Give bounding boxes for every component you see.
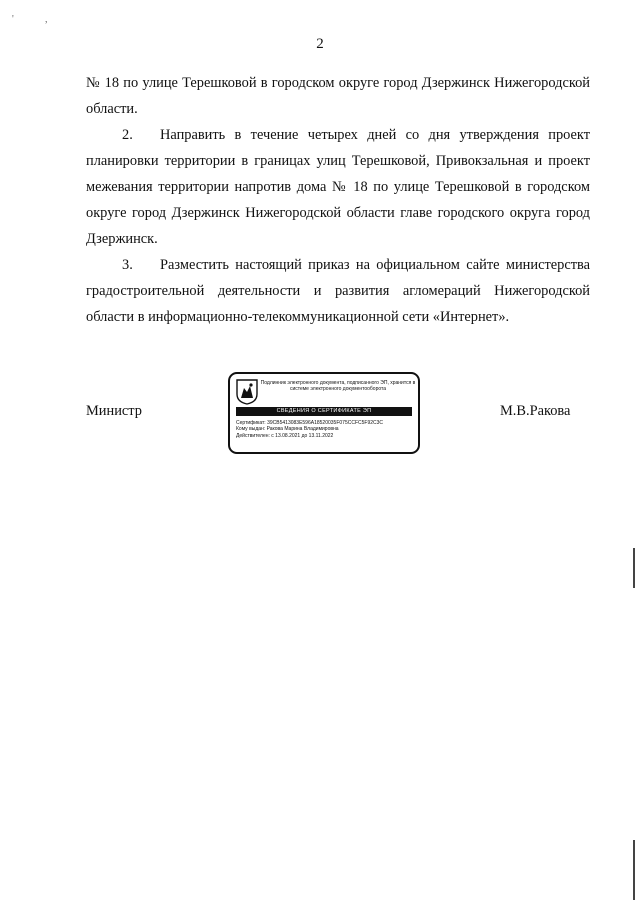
margin-mark: ' [12,14,14,25]
signatory-name: М.В.Ракова [500,403,571,419]
paragraph-continuation: № 18 по улице Терешковой в городском округе город Дзержинск Нижегородской области. [86,75,590,117]
issued-to-label: Кому выдан: [236,426,266,433]
validity-value: с 13.08.2021 до 13.11.2022 [271,432,334,439]
stamp-header-bar: СВЕДЕНИЯ О СЕРТИФИКАТЕ ЭП [236,407,412,416]
stamp-details [236,420,414,439]
item-number: 2. [122,127,133,143]
paragraph-item-3 [86,252,590,330]
certificate-number: 39CB5413083E596A18520035F075CCFC5F92C3C [267,420,384,426]
validity-label: Действителен: [236,432,270,439]
coat-of-arms-icon [236,379,258,405]
document-body [86,70,590,330]
stamp-note: Подлинник электронного документа, подписанного ЭП, хранится в системе электронного документооборота [260,380,416,392]
electronic-signature-stamp [228,372,420,454]
signatory-position: Министр [86,403,142,419]
validity-line [236,433,414,439]
margin-mark: , [45,14,48,25]
paragraph-item-2 [86,122,590,252]
certificate-label: Сертификат: [236,420,266,426]
scan-edge-line [633,548,635,588]
item-text: Разместить настоящий приказ на официальном сайте министерства градостроительной деятельности и развития агломераций Нижегородской области в информационно-телекоммуникационной сети «Интернет». [86,257,590,325]
item-number: 3. [122,257,133,273]
page-number: 2 [316,36,324,52]
scan-edge-line [633,840,635,900]
issued-to-value: Ракова Марина Владимировна [266,426,339,433]
item-text: Направить в течение четырех дней со дня утверждения проект планировки территории в границах улиц Терешковой, Привокзальная и проект межевания территории напротив дома № 18 по улице Терешковой в городском округе город Дзержинск Нижегородской области главе городского округа город Дзержинск. [86,127,590,247]
